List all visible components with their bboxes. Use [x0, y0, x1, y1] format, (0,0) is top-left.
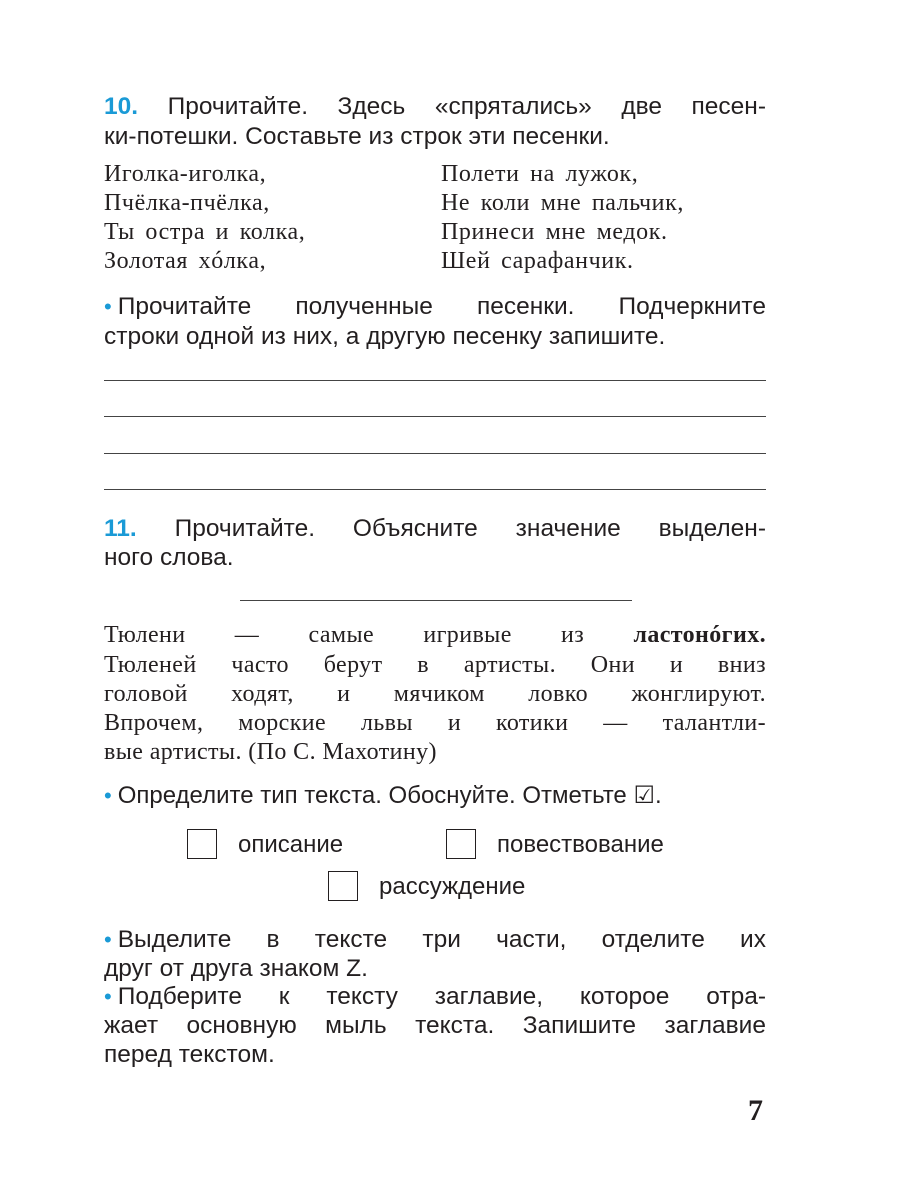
- poem-line: Полети на лужок,: [441, 161, 639, 187]
- title-instruction-line3: перед текстом.: [104, 1041, 275, 1068]
- answer-line[interactable]: [104, 489, 766, 490]
- title-instruction-text: Подберите к тексту заглавие, которое отра-: [117, 983, 766, 1010]
- task10-instruction-line1: [104, 292, 766, 321]
- bullet-icon: •: [104, 294, 112, 319]
- story-line: вые артисты. (По С. Махотину): [104, 739, 437, 765]
- task11-number: 11.: [104, 515, 137, 542]
- title-instruction-line1: [104, 982, 766, 1011]
- task10-heading-line1: [104, 92, 766, 121]
- poem-left-column: [104, 160, 305, 276]
- parts-instruction-line2: друг от друга знаком Z.: [104, 955, 368, 982]
- task11-instruction: Прочитайте. Объясните значение выделен-: [174, 515, 766, 542]
- task10-number: 10.: [104, 93, 139, 120]
- parts-instruction-line1: [104, 925, 766, 954]
- story-text: Тюлени — самые игривые из: [104, 622, 585, 648]
- task11-heading-line2: ного слова.: [104, 544, 234, 571]
- type-instruction: [104, 781, 662, 811]
- poem-line: Принеси мне медок.: [441, 219, 668, 245]
- poem-line: Не коли мне пальчик,: [441, 190, 684, 216]
- poem-line: Золотая хóлка,: [104, 248, 267, 274]
- story-line: [104, 620, 766, 650]
- story-line: Тюленей часто берут в артисты. Они и вниз: [104, 652, 766, 678]
- title-instruction-line2: жает основную мыль текста. Запишите заглавие: [104, 1012, 766, 1039]
- option-label-narration: повествование: [497, 831, 664, 858]
- highlighted-word: ластонóгих.: [633, 622, 767, 648]
- checkbox-reasoning[interactable]: [328, 871, 358, 901]
- answer-line[interactable]: [104, 380, 766, 381]
- poem-right-column: [441, 160, 684, 276]
- task11-heading-line1: [104, 514, 766, 543]
- poem-line: Иголка-иголка,: [104, 161, 267, 187]
- checkbox-description[interactable]: [187, 829, 217, 859]
- task10-instruction-line2: строки одной из них, а другую песенку запишите.: [104, 323, 666, 350]
- bullet-icon: •: [104, 927, 112, 952]
- title-answer-line[interactable]: [240, 600, 632, 601]
- answer-line[interactable]: [104, 453, 766, 454]
- type-instruction-text: Определите тип текста. Обоснуйте. Отметьте ☑.: [117, 782, 662, 809]
- task10-heading-line2: ки-потешки. Составьте из строк эти песенки.: [104, 123, 610, 150]
- story-line: головой ходят, и мячиком ловко жонглируют.: [104, 681, 766, 707]
- poem-line: Ты острa и колка,: [104, 219, 306, 245]
- checkbox-narration[interactable]: [446, 829, 476, 859]
- option-label-description: описание: [238, 831, 344, 858]
- option-label-reasoning: рассуждение: [379, 873, 526, 900]
- story-line: Впрочем, морские львы и котики — талантли-: [104, 710, 766, 736]
- bullet-icon: •: [104, 984, 112, 1009]
- poem-line: Шей сарафанчик.: [441, 248, 634, 274]
- poem-line: Пчёлка-пчёлка,: [104, 190, 270, 216]
- page-number: 7: [748, 1094, 763, 1127]
- parts-instruction-text: Выделите в тексте три части, отделите их: [117, 926, 766, 953]
- instruction-text: Прочитайте полученные песенки. Подчеркните: [117, 293, 766, 320]
- task10-instruction: Прочитайте. Здесь «спрятались» две песен-: [167, 93, 766, 120]
- answer-line[interactable]: [104, 416, 766, 417]
- bullet-icon: •: [104, 783, 112, 808]
